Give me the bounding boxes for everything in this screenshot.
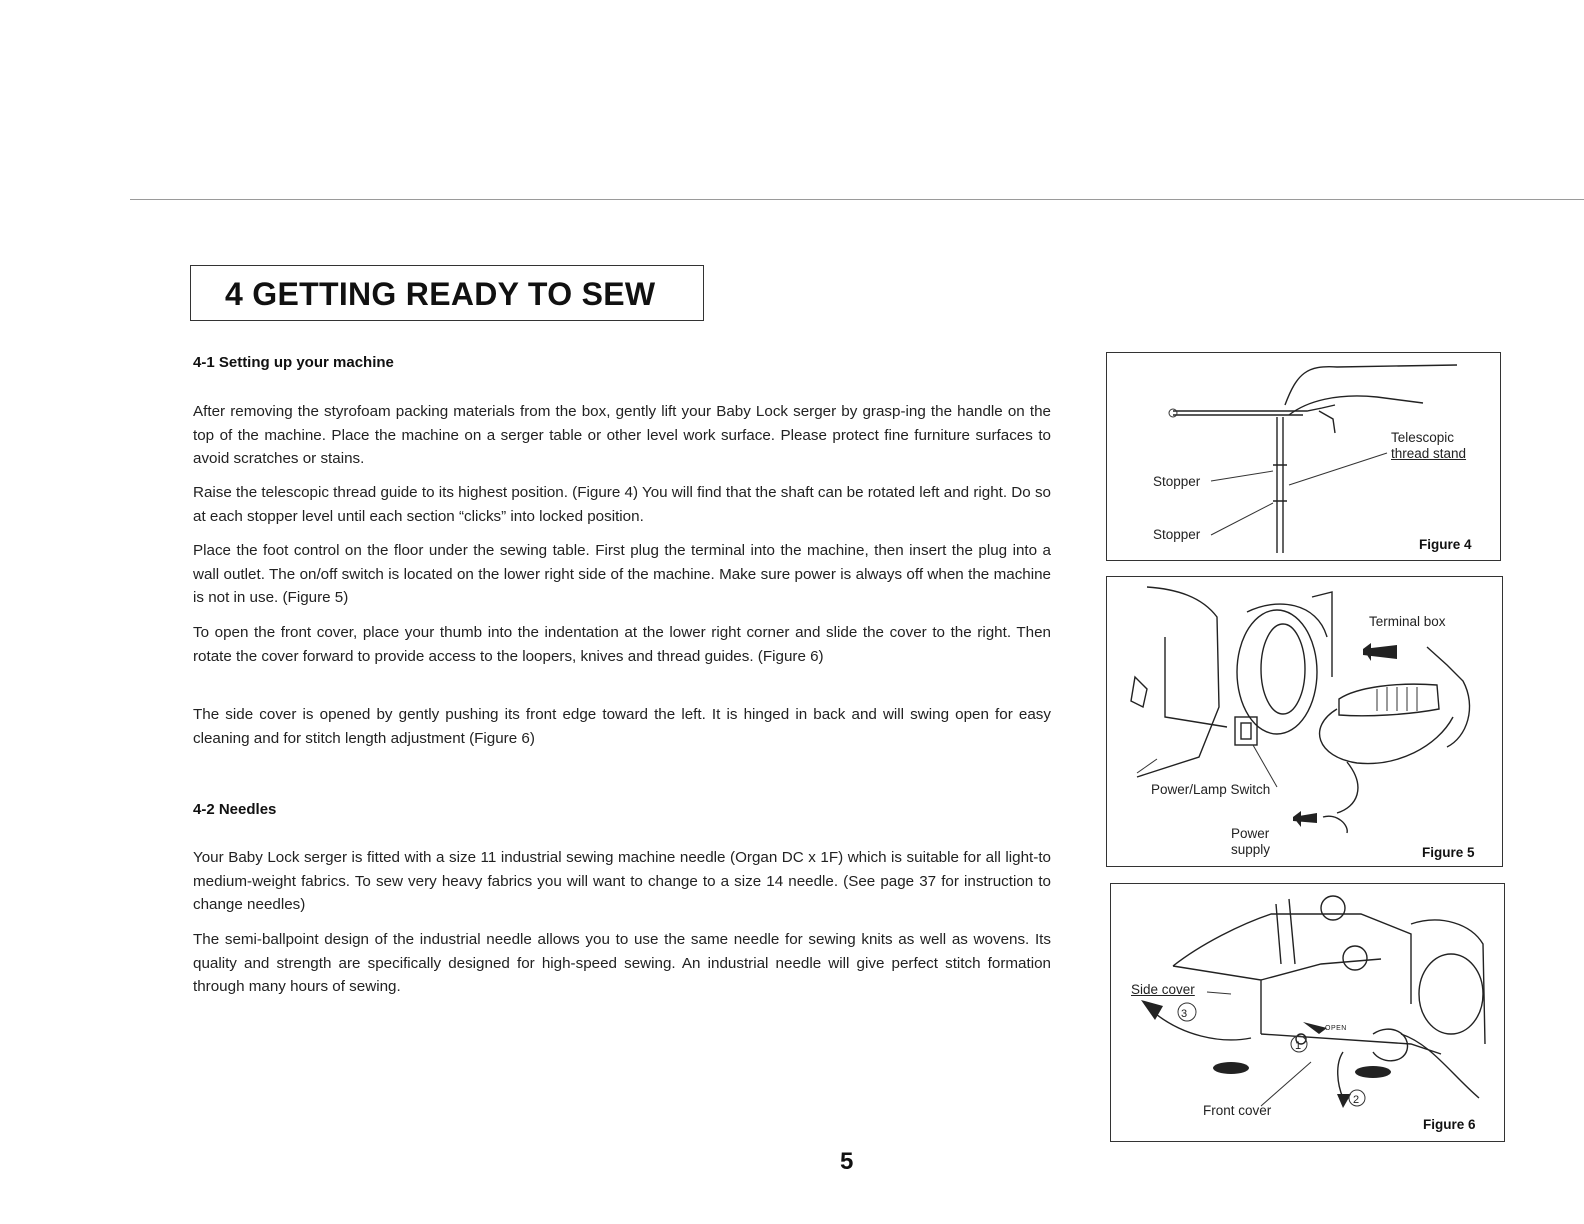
figure-4-caption: Figure 4 [1419,537,1472,552]
open-tag: OPEN [1325,1025,1347,1032]
label-supply: supply [1231,842,1271,857]
section-heading-setup: 4-1 Setting up your machine [193,354,394,371]
figure-5-power-connection [1106,576,1503,867]
serger-covers-illustration [1111,884,1505,1142]
label-terminal-box: Terminal box [1369,614,1446,629]
paragraph-foot-control: Place the foot control on the floor under the sewing table. First plug the terminal into the machine, then insert the plug into a wall outlet. The on/off switch is located on the lower right side of the machine. Make sure power is always off when the machine is not in use. (Figure 5) [193,542,1051,606]
chapter-title: 4 GETTING READY TO SEW [225,276,656,312]
paragraph-unpacking: After removing the styrofoam packing materials from the box, gently lift your Baby Lock serger by grasp-ing the handle on the top of the machine. Place the machine on a serger table or other level work surface. Please protect fine furniture surfaces to avoid scratches or stains. [193,403,1051,467]
label-power-lamp-switch: Power/Lamp Switch [1151,782,1271,797]
label-front-cover: Front cover [1203,1103,1272,1118]
figure-4-telescopic-stand [1106,352,1501,561]
paragraph-front-cover: To open the front cover, place your thumb into the indentation at the lower right corner and slide the cover to the right. Then rotate the cover forward to provide access to the loopers, knives and thread guides. (Figure 6) [193,624,1051,665]
figure-5-caption: Figure 5 [1422,845,1475,860]
step-3-marker: 3 [1181,1008,1188,1020]
figure-6-covers [1110,883,1505,1142]
label-thread-stand: thread stand [1391,446,1467,461]
section-heading-needles: 4-2 Needles [193,801,277,818]
paragraph-needle-design: The semi-ballpoint design of the industrial needle allows you to use the same needle for sewing knits as well as wovens. Its quality and strength are specifically designed for high-speed sewing. An industrial needle will give perfect stitch formation through many hours of sewing. [193,931,1051,995]
top-rule [130,199,1584,200]
label-telescopic: Telescopic [1391,430,1455,445]
paragraph-thread-guide: Raise the telescopic thread guide to its highest position. (Figure 4) You will find that the shaft can be rotated left and right. Do so at each stopper level until each section “clicks” into locked position. [193,484,1051,525]
paragraph-needle-size: Your Baby Lock serger is fitted with a size 11 industrial sewing machine needle (Organ DC x 1F) which is suitable for all light-to medium-weight fabrics. To sew very heavy fabrics you will want to change to a size 14 needle. (See page 37 for instruction to change needles) [193,849,1051,913]
label-power: Power [1231,826,1270,841]
step-2-marker: 2 [1353,1094,1360,1106]
label-stopper-lower: Stopper [1153,527,1201,542]
label-side-cover: Side cover [1131,982,1195,997]
page-number: 5 [840,1148,854,1175]
chapter-header-box [190,265,704,321]
step-1-marker: 1 [1295,1040,1302,1052]
label-stopper-upper: Stopper [1153,474,1201,489]
paragraph-side-cover: The side cover is opened by gently pushing its front edge toward the left. It is hinged in back and will swing open for easy cleaning and for stitch length adjustment (Figure 6) [193,706,1051,747]
figure-6-caption: Figure 6 [1423,1117,1476,1132]
